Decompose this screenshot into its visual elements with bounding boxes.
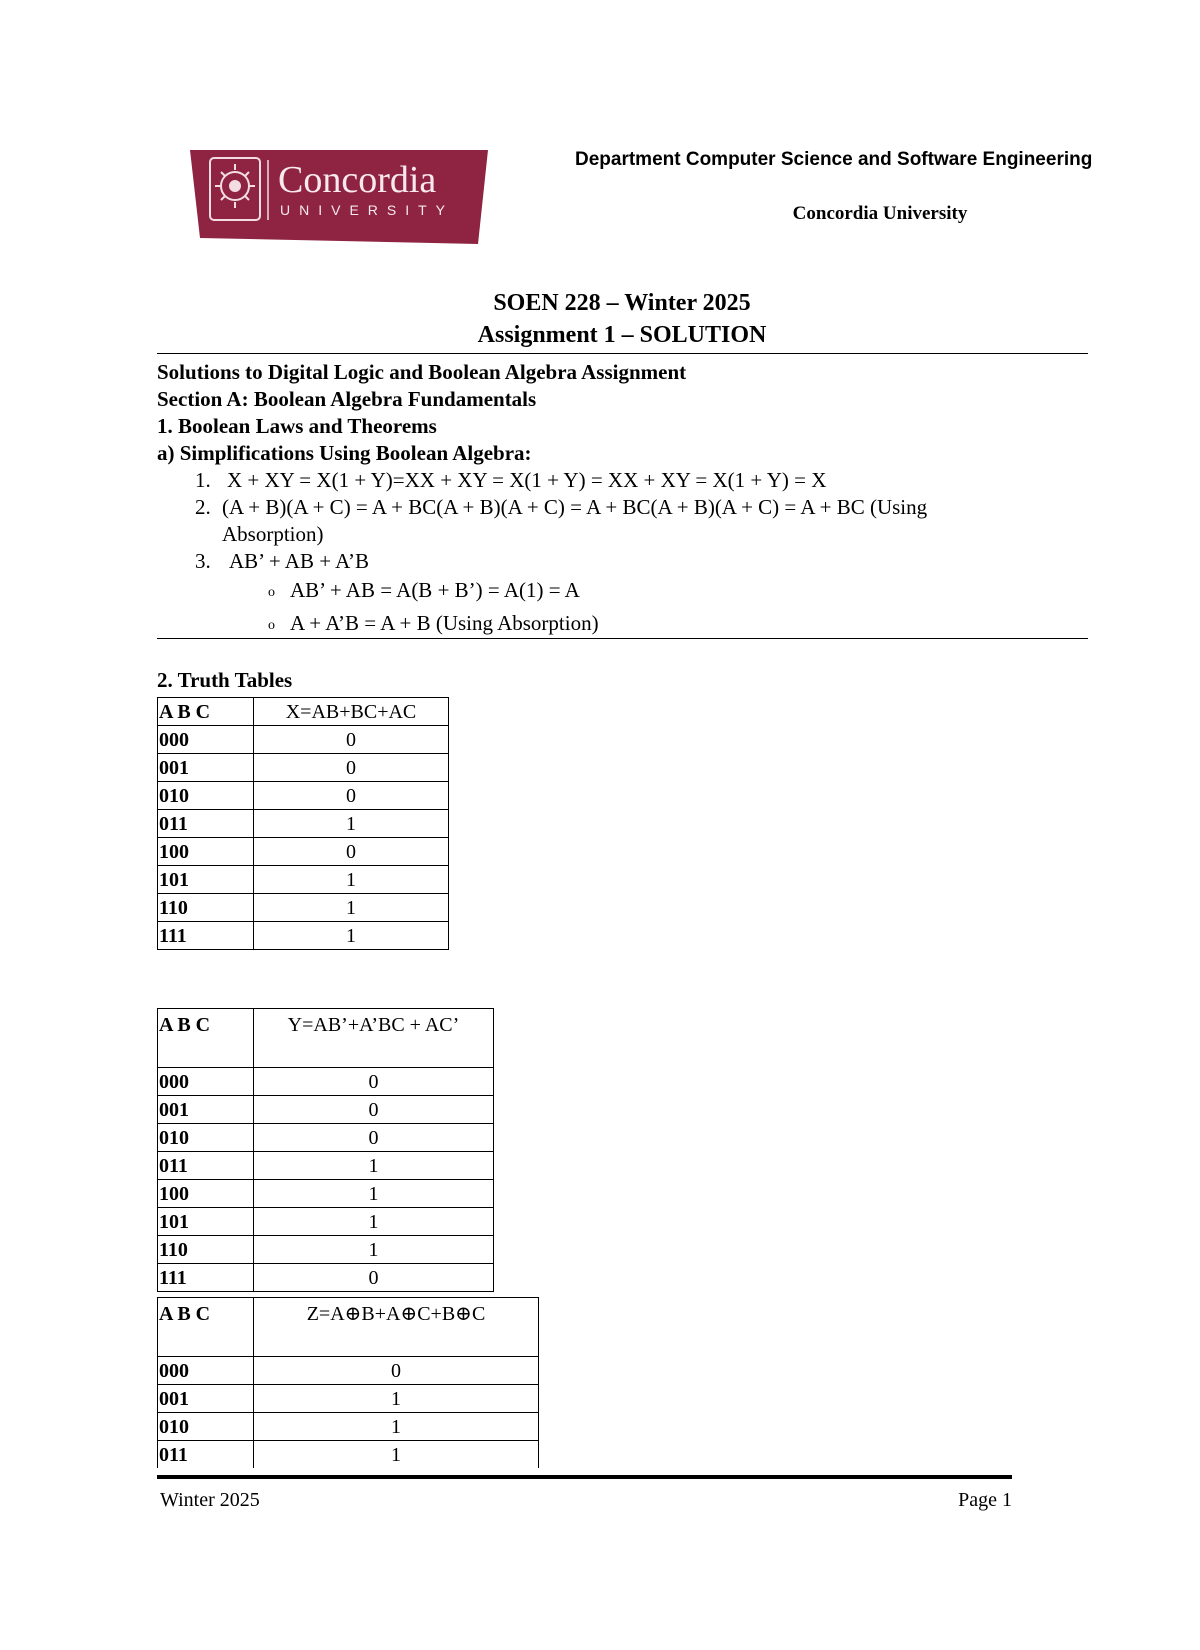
item-1-text: X + XY = X(1 + Y)=XX + XY = X(1 + Y) = XX + XY = X(1 + Y) = X [227,468,827,492]
svg-text:UNIVERSITY: UNIVERSITY [280,202,455,218]
subitem-2-bullet: o [268,618,275,633]
header-cell-inputs: A B C [158,1298,254,1357]
table-cell: 000 [158,1068,254,1096]
table-row [158,1180,494,1208]
header-cell-function: X=AB+BC+AC [254,698,449,726]
table-cell: 1 [254,1441,539,1469]
intro-heading: Solutions to Digital Logic and Boolean Algebra Assignment [157,360,687,384]
title-rule [157,353,1088,354]
truth-table-x [157,697,449,950]
footer-term: Winter 2025 [160,1489,260,1511]
table-cell: 010 [158,1124,254,1152]
part-a-heading: a) Simplifications Using Boolean Algebra: [157,441,532,465]
table-cell: 110 [158,1236,254,1264]
header-cell-function: Z=A⊕B+A⊕C+B⊕C [254,1298,539,1357]
table-cell: 0 [254,1357,539,1385]
course-title: SOEN 228 – Winter 2025 [493,290,751,316]
table-cell: 0 [254,1124,494,1152]
table-row [158,1385,539,1413]
truth-table-z [157,1297,539,1468]
table-cell: 000 [158,726,254,754]
table-row [158,754,449,782]
table-header-row [158,1009,494,1068]
question-1-heading: 1. Boolean Laws and Theorems [157,414,437,438]
table-cell: 0 [254,1096,494,1124]
table-row [158,1068,494,1096]
table-cell: 0 [254,838,449,866]
table-cell: 010 [158,1413,254,1441]
item-2-continuation: Absorption) [222,522,324,546]
table-cell: 1 [254,1413,539,1441]
table-cell: 0 [254,754,449,782]
table-row [158,1124,494,1152]
table-header-row [158,1298,539,1357]
subitem-1-text: AB’ + AB = A(B + B’) = A(1) = A [290,578,580,602]
table-cell: 011 [158,1152,254,1180]
footer-page-number: Page 1 [958,1489,1012,1511]
table-row [158,922,449,950]
table-row [158,1264,494,1292]
table-row [158,1152,494,1180]
table-row [158,810,449,838]
table-cell: 1 [254,1180,494,1208]
logo-graphic [190,150,488,244]
table-header-row [158,698,449,726]
table-row [158,782,449,810]
header-cell-inputs: A B C [158,1009,254,1068]
table-cell: 100 [158,838,254,866]
item-3-text: AB’ + AB + A’B [229,549,369,573]
table-cell: 0 [254,782,449,810]
table-row [158,1208,494,1236]
table-cell: 1 [254,1152,494,1180]
table-cell: 001 [158,1385,254,1413]
table-row [158,894,449,922]
table-cell: 010 [158,782,254,810]
table-cell: 001 [158,1096,254,1124]
table-cell: 1 [254,810,449,838]
table-cell: 110 [158,894,254,922]
truth-table-y [157,1008,494,1292]
item-2-text: (A + B)(A + C) = A + BC(A + B)(A + C) = A + BC(A + B)(A + C) = A + BC (Using [222,495,928,519]
table-cell: 1 [254,1208,494,1236]
table-cell: 101 [158,1208,254,1236]
table-row [158,726,449,754]
table-cell: 000 [158,1357,254,1385]
table-row [158,866,449,894]
table-cell: 101 [158,866,254,894]
table-cell: 100 [158,1180,254,1208]
footer-rule [157,1475,1012,1479]
table-row [158,1441,539,1469]
header-cell-inputs: A B C [158,698,254,726]
table-cell: 0 [254,726,449,754]
question-2-heading: 2. Truth Tables [157,668,293,692]
subitem-1-bullet: o [268,585,275,600]
university-name: Concordia University [792,203,968,224]
table-cell: 1 [254,866,449,894]
table-cell: 0 [254,1068,494,1096]
table-cell: 0 [254,1264,494,1292]
table-row [158,838,449,866]
table-cell: 011 [158,1441,254,1469]
table-cell: 111 [158,922,254,950]
item-2-number: 2. [195,495,211,519]
table-cell: 1 [254,922,449,950]
item-3-number: 3. [195,549,211,573]
department-name: Department Computer Science and Software Engineering [575,149,1093,170]
section-rule [157,638,1088,639]
table-row [158,1236,494,1264]
table-row [158,1357,539,1385]
table-cell: 111 [158,1264,254,1292]
table-cell: 001 [158,754,254,782]
table-row [158,1413,539,1441]
table-row [158,1096,494,1124]
table-cell: 011 [158,810,254,838]
subitem-2-text: A + A’B = A + B (Using Absorption) [290,611,599,635]
section-a-heading: Section A: Boolean Algebra Fundamentals [157,387,537,411]
table-cell: 1 [254,894,449,922]
header-cell-function: Y=AB’+A’BC + AC’ [254,1009,494,1068]
assignment-title: Assignment 1 – SOLUTION [477,322,767,348]
table-cell: 1 [254,1236,494,1264]
concordia-logo [190,150,488,244]
table-cell: 1 [254,1385,539,1413]
svg-text:Concordia: Concordia [278,159,437,201]
item-1-number: 1. [195,468,211,492]
